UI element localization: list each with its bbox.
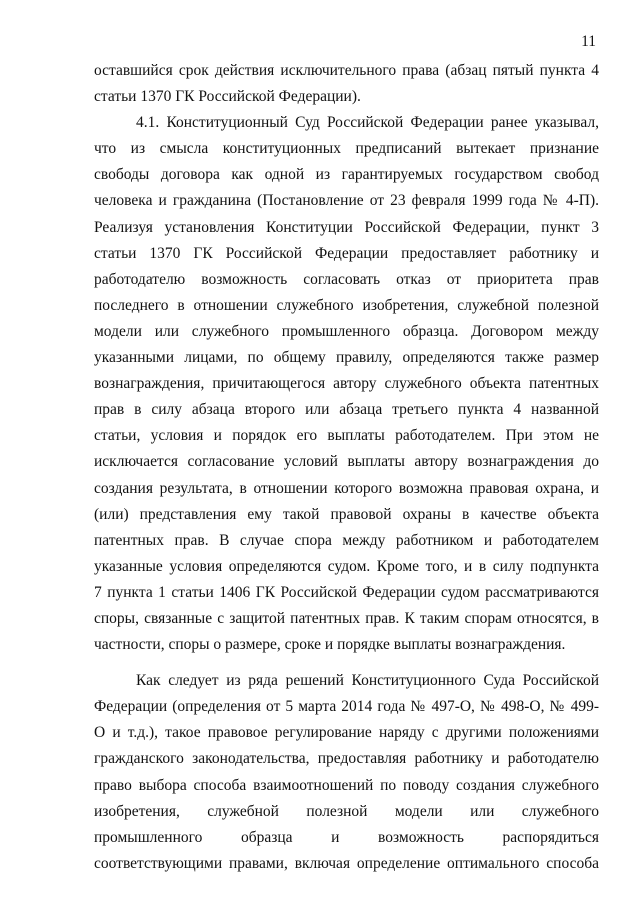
text-line: статьи 1370 ГК Российской Федерации предоставляет работнику и bbox=[94, 244, 599, 262]
page-number: 11 bbox=[581, 33, 596, 50]
text-line: соответствующими правами, включая определение оптимального способа bbox=[94, 854, 599, 872]
text-line: споры, связанные с защитой патентных прав. К таким спорам относятся, в bbox=[94, 609, 599, 627]
text-line: исключается согласование условий выплаты автору вознаграждения до bbox=[94, 453, 599, 471]
text-line: прав в силу абзаца второго или абзаца третьего пункта 4 названной bbox=[94, 401, 599, 419]
text-line: указанные условия определяются судом. Кроме того, и в силу подпункта bbox=[94, 557, 599, 575]
text-line: О и т.д.), такое правовое регулирование наряду с другими положениями bbox=[94, 724, 599, 742]
body-text bbox=[94, 58, 599, 877]
text-line: промышленного образца и возможность распорядиться bbox=[94, 828, 599, 846]
text-line: свободы договора как одной из гарантируемых государством свобод bbox=[94, 166, 599, 184]
text-line: оставшийся срок действия исключительного права (абзац пятый пункта 4 bbox=[94, 62, 599, 79]
text-line: последнего в отношении служебного изобретения, служебной полезной bbox=[94, 296, 599, 314]
text-line: вознаграждения, причитающегося автору служебного объекта патентных bbox=[94, 375, 599, 393]
text-line: создания результата, в отношении которого возможна правовая охрана, и bbox=[94, 479, 599, 497]
text-line: работодателю возможность согласовать отказ от приоритета прав bbox=[94, 270, 599, 288]
text-line: Реализуя установления Конституции Российской Федерации, пункт 3 bbox=[94, 218, 599, 236]
text-line: частности, споры о размере, сроке и порядке выплаты вознаграждения. bbox=[94, 636, 566, 654]
text-line: патентных прав. В случае спора между работником и работодателем bbox=[94, 531, 599, 549]
text-line: человека и гражданина (Постановление от 23 февраля 1999 года № 4-П). bbox=[94, 192, 599, 210]
text-line: модели или служебного промышленного образца. Договором между bbox=[94, 322, 599, 340]
text-line: Как следует из ряда решений Конституционного Суда Российской bbox=[136, 672, 599, 690]
text-line: право выбора способа взаимоотношений по поводу создания служебного bbox=[94, 776, 599, 794]
text-line: статьи, условия и порядок его выплаты работодателем. При этом не bbox=[94, 427, 599, 445]
paragraph-gap bbox=[94, 658, 599, 668]
text-line: (или) представления ему такой правовой охраны в качестве объекта bbox=[94, 505, 599, 523]
text-line: 4.1. Конституционный Суд Российской Федерации ранее указывал, bbox=[136, 114, 599, 132]
text-line: указанными лицами, по общему правилу, определяются также размер bbox=[94, 349, 599, 367]
text-line: что из смысла конституционных предписаний вытекает признание bbox=[94, 140, 599, 158]
text-line: Федерации (определения от 5 марта 2014 года № 497-О, № 498-О, № 499- bbox=[94, 698, 599, 716]
text-line: гражданского законодательства, предоставляя работнику и работодателю bbox=[94, 750, 599, 768]
text-line: изобретения, служебной полезной модели или служебного bbox=[94, 802, 599, 820]
text-line: статьи 1370 ГК Российской Федерации). bbox=[94, 88, 361, 106]
text-line: 7 пункта 1 статьи 1406 ГК Российской Федерации судом рассматриваются bbox=[94, 583, 599, 601]
